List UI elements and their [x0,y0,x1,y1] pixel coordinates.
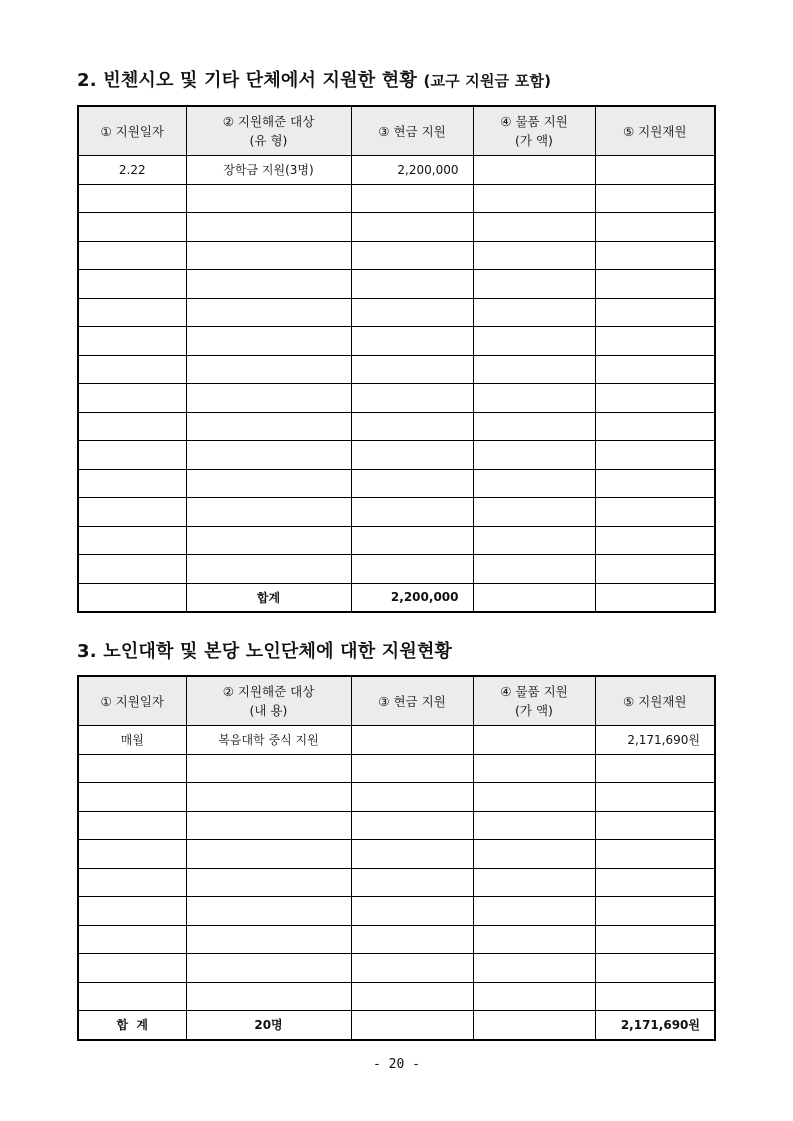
section-2-title [77,66,551,92]
cell-cash: 2,200,000 [351,156,473,185]
table-row [78,412,715,441]
total-label: 합계 [186,583,351,612]
total-source: 2,171,690원 [595,1011,715,1040]
table-row [78,726,715,755]
table-row [78,498,715,527]
table-row [78,868,715,897]
table-row [78,270,715,299]
table-row [78,982,715,1011]
header-target-line1: ② 지원해준 대상 [222,684,315,699]
table-row [78,925,715,954]
support-table-elderly [77,675,716,1041]
table-row [78,156,715,185]
section-2-title-sub: (교구 지원금 포함) [423,72,552,90]
header-cash: ③ 현금 지원 [351,676,473,726]
table-header-row [78,106,715,156]
header-date: ① 지원일자 [78,676,186,726]
table-row [78,441,715,470]
table-row [78,355,715,384]
header-goods [473,676,595,726]
total-row [78,1011,715,1040]
section-3-title: 3. 노인대학 및 본당 노인단체에 대한 지원현황 [77,641,453,662]
table-row [78,327,715,356]
table-row [78,213,715,242]
support-table-vincentian [77,105,716,613]
section-2-title-main: 2. 빈첸시오 및 기타 단체에서 지원한 현황 [77,70,417,91]
header-source: ⑤ 지원재원 [595,676,715,726]
total-cash: 2,200,000 [351,583,473,612]
header-target-line2: (유 형) [249,133,288,148]
header-goods [473,106,595,156]
cell-date: 2.22 [78,156,186,185]
table-row [78,184,715,213]
header-source: ⑤ 지원재원 [595,106,715,156]
header-goods-line2: (가 액) [515,703,553,718]
table-header-row [78,676,715,726]
header-goods-line1: ④ 물품 지원 [500,684,568,699]
cell-source: 2,171,690원 [595,726,715,755]
header-goods-line2: (가 액) [515,133,553,148]
table-row [78,384,715,413]
table-row [78,241,715,270]
cell-date: 매월 [78,726,186,755]
total-target: 20명 [186,1011,351,1040]
page-number: - 20 - [373,1057,420,1072]
table-row [78,298,715,327]
header-date: ① 지원일자 [78,106,186,156]
header-target-line1: ② 지원해준 대상 [222,114,315,129]
cell-cash [351,726,473,755]
table-row [78,754,715,783]
cell-target: 장학금 지원(3명) [186,156,351,185]
table-row [78,469,715,498]
cell-goods [473,156,595,185]
total-row [78,583,715,612]
table-row [78,954,715,983]
header-target-line2: (내 용) [249,703,288,718]
header-goods-line1: ④ 물품 지원 [500,114,568,129]
table-row [78,783,715,812]
header-cash: ③ 현금 지원 [351,106,473,156]
table-row [78,840,715,869]
header-target [186,676,351,726]
header-target [186,106,351,156]
table-row [78,555,715,584]
table-row [78,811,715,840]
cell-goods [473,726,595,755]
cell-target: 복음대학 중식 지원 [186,726,351,755]
table-row [78,897,715,926]
cell-source [595,156,715,185]
total-label: 합 계 [78,1011,186,1040]
table-row [78,526,715,555]
